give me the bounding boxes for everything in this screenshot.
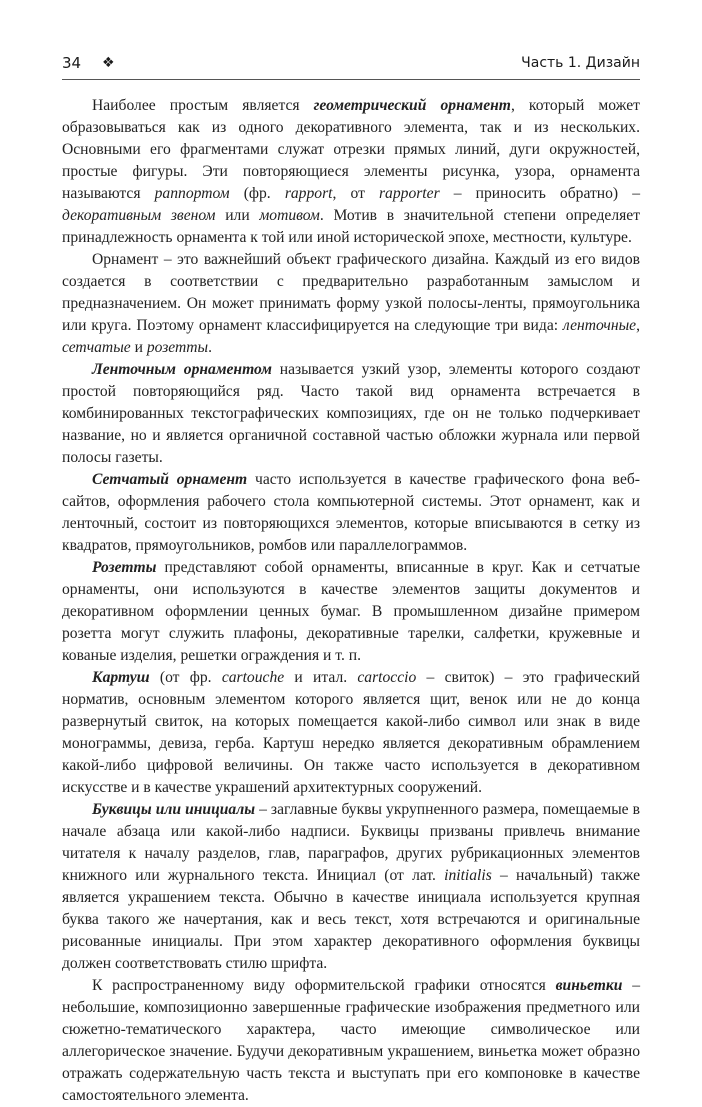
term-italic: cartoccio <box>357 669 417 686</box>
text-run: представляют собой орнаменты, вписанные в круг. Как и сетчатые орнаменты, они используются в качестве элементов защиты документов и декоративном оформлении ценных бумаг. В промышленном дизайне примером розетта могут служить плафоны, декоративные тарелки, салфетки, кружевные и кованые изделия, решетки ограждения и т. п. <box>62 559 640 664</box>
text-run: часто используется в качестве графического фона веб-сайтов, оформления рабочего стола компьютерной системы. Этот орнамент, как и ленточный, состоит из повторяющихся элементов, которые вписываются в сетку из квадратов, прямоугольников, ромбов или параллелограммов. <box>62 471 641 554</box>
text-run: – небольшие, композиционно завершенные графические изображения предметного или сюжетно-тематического характера, часто имеющие символическое или аллегорическое значение. Будучи декоративным украшением, виньетка может образно отражать содержательную часть текста и выступать при его компоновке в качестве самостоятельного элемента. <box>62 977 640 1104</box>
ornament-icon: ❖ <box>102 55 115 71</box>
paragraph-mesh-ornament <box>62 469 640 557</box>
text-run: – начальный) также является украшением текста. Обычно в качестве инициала используется крупная буква такого же начертания, как и весь текст, хотя встречаются и оригинальные рисованные инициалы. При этом характер декоративного оформления буквицы должен соответствовать стилю шрифта. <box>62 867 641 972</box>
term-bold-italic: виньетки <box>555 977 623 994</box>
term-bold-italic: геометрический орнамент <box>313 97 511 114</box>
paragraph-geometric-ornament <box>62 95 640 249</box>
term-italic: розетты <box>146 339 209 356</box>
text-run: . <box>208 339 213 356</box>
term-bold-italic: Картуш <box>92 669 150 686</box>
text-run: (от фр. <box>149 669 222 686</box>
text-run: и итал. <box>284 669 358 686</box>
header-rule <box>62 79 640 80</box>
running-head: Часть 1. Дизайн <box>521 55 640 71</box>
term-bold-italic: Розетты <box>92 559 157 576</box>
term-italic: rapporter <box>378 185 440 202</box>
text-run: , от <box>332 185 379 202</box>
text-run: – заглавные буквы укрупненного размера, помещаемые в начале абзаца или какой-либо надписи. Буквицы призваны привлечь внимание читателя к началу разделов, глав, параграфов, других рубрикационных элементов книжного или журнального текста. Инициал (от лат. <box>62 801 640 884</box>
text-run: , <box>636 317 640 334</box>
term-italic: cartouche <box>221 669 285 686</box>
text-run: или <box>215 207 260 224</box>
term-italic: раппортом <box>154 185 230 202</box>
page-body <box>62 95 640 1107</box>
page-header <box>62 52 640 76</box>
text-run: Наиболее простым является <box>92 97 314 114</box>
term-italic: rapport <box>284 185 333 202</box>
text-run: . Мотив в значительной степени определяет принадлежность орнамента к той или иной исторической эпохе, местности, культуре. <box>62 207 641 246</box>
text-run: К распространенному виду оформительской графики относятся <box>92 977 556 994</box>
term-italic: ленточные <box>562 317 637 334</box>
text-run: – приносить обратно) – <box>439 185 641 202</box>
paragraph-rosettes <box>62 557 640 667</box>
paragraph-initials <box>62 799 640 975</box>
text-run: Орнамент – это важнейший объект графического дизайна. Каждый из его видов создается в соответствии с предварительно разработанным замыслом и предназначением. Он может принимать форму узкой полосы-ленты, прямоугольника или круга. Поэтому орнамент классифицируется на следующие три вида: <box>62 251 640 334</box>
term-italic: декоративным звеном <box>62 207 216 224</box>
paragraph-vignettes <box>62 975 640 1107</box>
text-run: – свиток) – это графический норматив, основным элементом которого является щит, венок или не до конца развернутый свиток, на которых помещается какой-либо символ или знак в виде монограммы, девиза, герба. Картуш нередко является декоративным обрамлением какой-либо цифровой величины. Он также часто используется в декоративном искусстве и в качестве украшений архитектурных сооружений. <box>62 669 640 796</box>
term-bold-italic: Сетчатый орнамент <box>92 471 248 488</box>
term-italic: initialis <box>444 867 492 884</box>
term-bold-italic: Ленточным орнаментом <box>92 361 272 378</box>
text-run: (фр. <box>229 185 285 202</box>
page-number: 34 <box>62 54 82 72</box>
term-italic: сетчатые <box>62 339 131 356</box>
text-run: и <box>130 339 147 356</box>
text-run: называется узкий узор, элементы которого создают простой повторяющийся ряд. Часто такой вид орнамента встречается в комбинированных текстографических композициях, где он не только подчеркивает название, но и является органичной составной частью обложки журнала или первой полосы газеты. <box>62 361 640 466</box>
paragraph-ornament-types <box>62 249 640 359</box>
text-run: , который может образовываться как из одного декоративного элемента, так и из нескольких. Основными его фрагментами служат отрезки прямых линий, дуги окружностей, простые фигуры. Эти повторяющиеся элементы рисунка, узора, орнамента называются <box>62 97 640 202</box>
term-bold-italic: Буквицы или инициалы <box>92 801 256 818</box>
term-italic: мотивом <box>259 207 320 224</box>
paragraph-cartouche <box>62 667 640 799</box>
paragraph-ribbon-ornament <box>62 359 640 469</box>
